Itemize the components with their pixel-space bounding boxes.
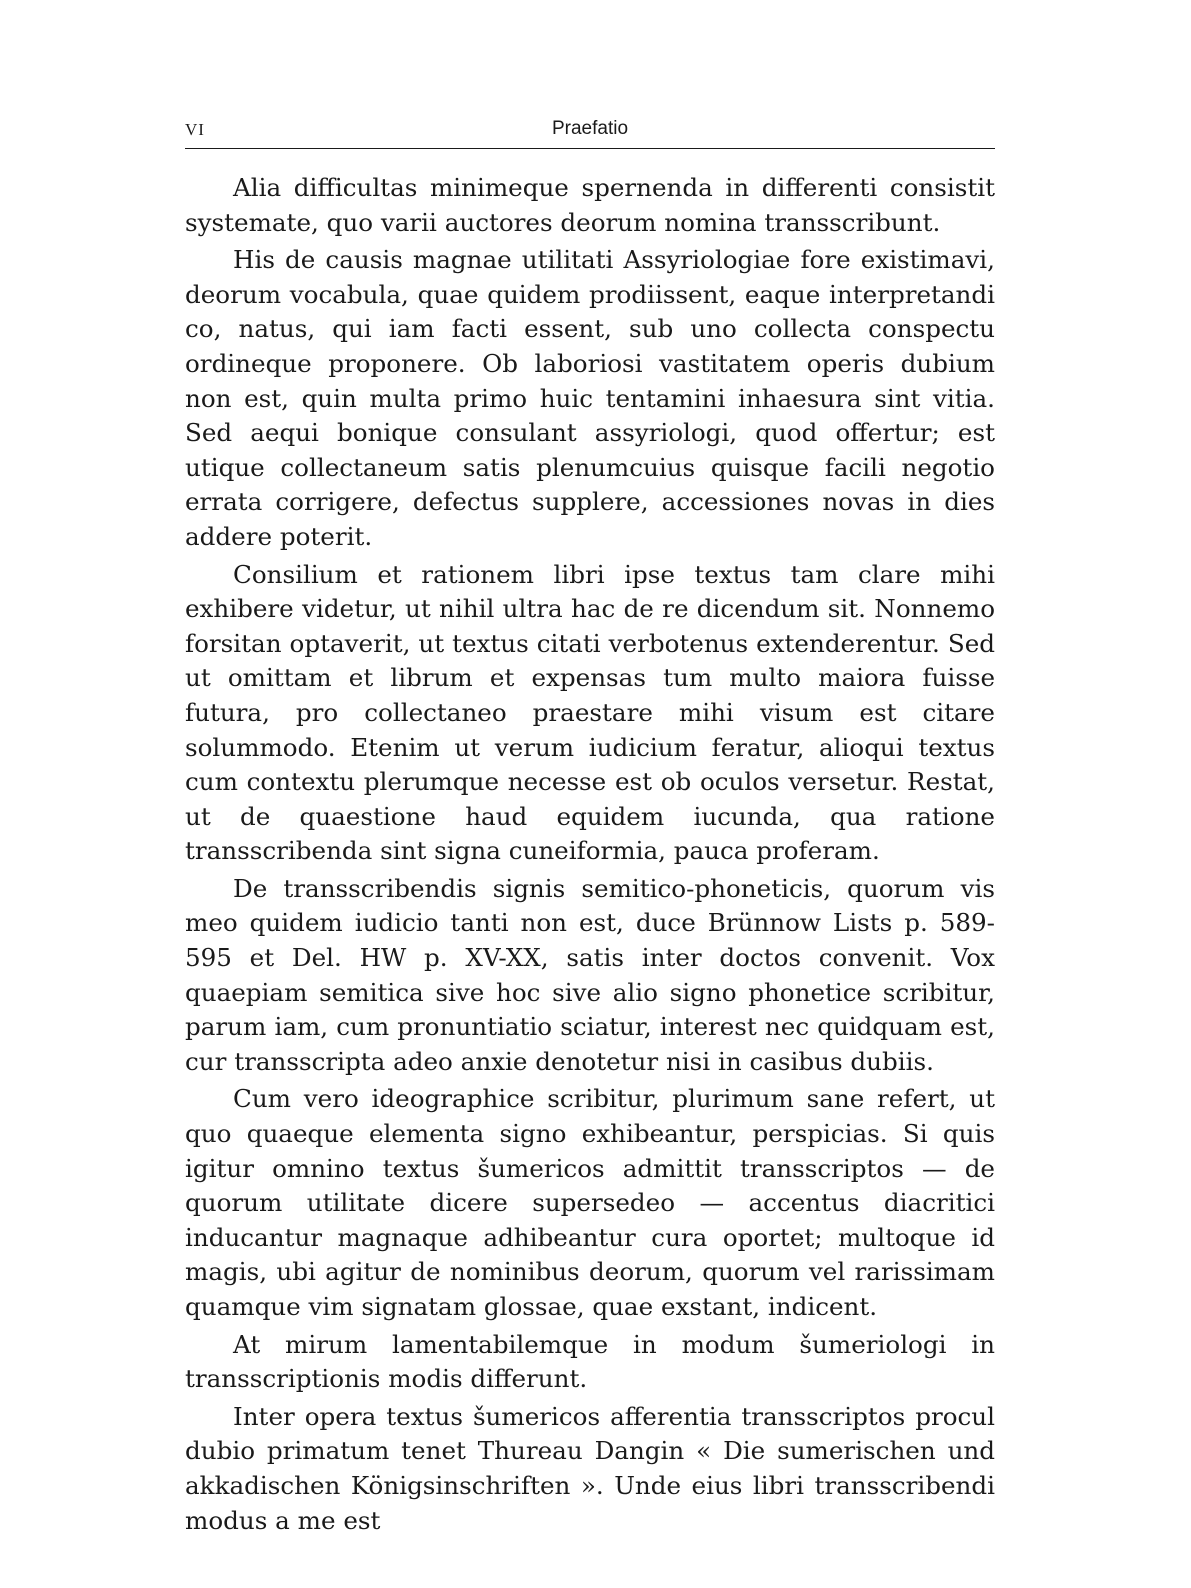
- paragraph: His de causis magnae utilitati Assyriologiae fore existimavi, deorum vocabula, quae quidem prodiissent, eaque interpretandi co, natus, qui iam facti essent, sub uno collecta conspectu ordineque proponere. Ob laboriosi vastitatem operis dubium non est, quin multa primo huic tentamini inhaesura sint vitia. Sed aequi bonique consulant assyriologi, quod offertur; est utique collectaneum satis plenumcuius quisque facili negotio errata corrigere, defectus supplere, accessiones novas in dies addere poterit.: [185, 245, 995, 551]
- paragraph: Inter opera textus šumericos afferentia transscriptos procul dubio primatum tenet Thureau Dangin « Die sumerischen und akkadischen Königsinschriften ». Unde eius libri transscribendi modus a me est: [185, 1401, 995, 1535]
- page-number: VI: [185, 120, 205, 139]
- paragraph: At mirum lamentabilemque in modum šumeriologi in transscriptionis modis differunt.: [185, 1329, 995, 1394]
- running-title: Praefatio: [551, 118, 629, 139]
- paragraph: Alia difficultas minimeque spernenda in differenti consistit systemate, quo varii auctores deorum nomina transscribunt.: [185, 173, 995, 237]
- body-text: [185, 171, 995, 1538]
- paragraph: Cum vero ideographice scribitur, plurimum sane refert, ut quo quaeque elementa signo exhibeantur, perspicias. Si quis igitur omnino textus šumericos admittit transscriptos — de quorum utilitate dicere supersedeo — accentus diacritici inducantur magnaque adhibeantur cura oportet; multoque id magis, ubi agitur de nominibus deorum, quorum vel rarissimam quamque vim signatam glossae, quae exstant, indicent.: [185, 1084, 995, 1321]
- document-page: [185, 110, 995, 1541]
- paragraph: De transscribendis signis semitico-phoneticis, quorum vis meo quidem iudicio tanti non est, duce Brünnow Lists p. 589-595 et Del. HW p. XV-XX, satis inter doctos convenit. Vox quaepiam semitica sive hoc sive alio signo phonetice scribitur, parum iam, cum pronuntiatio sciatur, interest nec quidquam est, cur transscripta adeo anxie denotetur nisi in casibus dubiis.: [185, 873, 995, 1076]
- page-header: [185, 110, 995, 149]
- paragraph: Consilium et rationem libri ipse textus tam clare mihi exhibere videtur, ut nihil ultra hac de re dicendum sit. Nonnemo forsitan optaverit, ut textus citati verbotenus extenderentur. Sed ut omittam et librum et expensas tum multo maiora fuisse futura, pro collectaneo praestare mihi visum est citare solummodo. Etenim ut verum iudicium feratur, alioqui textus cum contextu plerumque necesse est ob oculos versetur. Restat, ut de quaestione haud equidem iucunda, qua ratione transscribenda sint signa cuneiformia, pauca proferam.: [185, 559, 995, 866]
